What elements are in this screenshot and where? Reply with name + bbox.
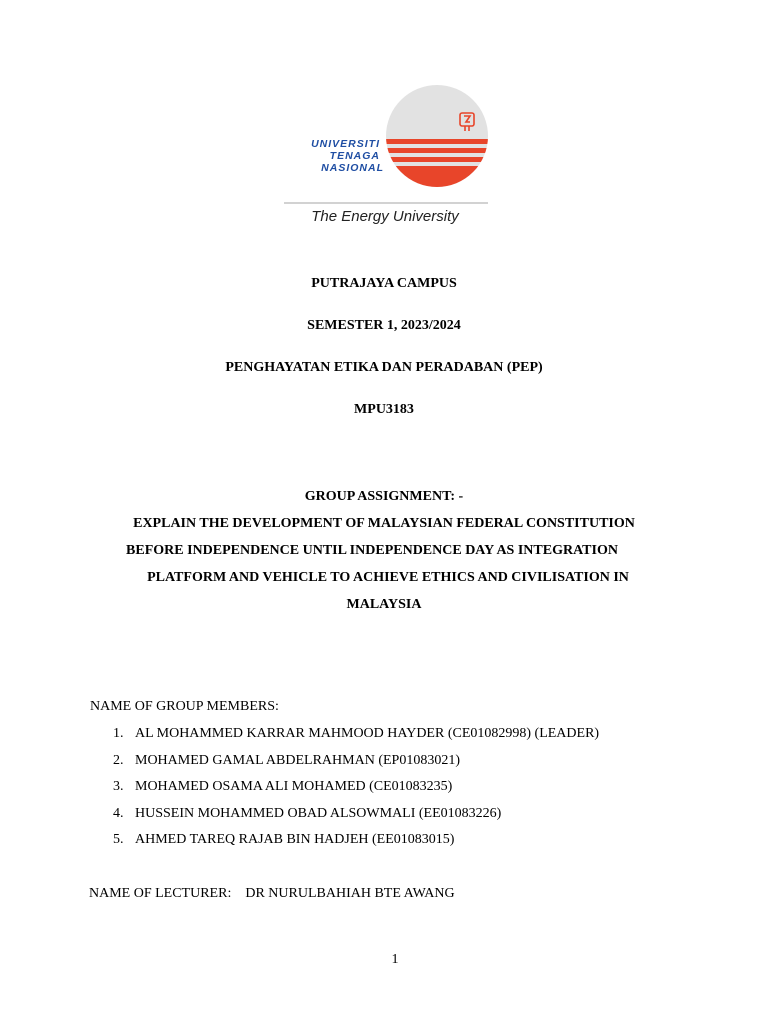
- assignment-block: [104, 483, 664, 618]
- list-item: [113, 777, 599, 804]
- university-logo: [282, 82, 492, 232]
- assignment-title-line: BEFORE INDEPENDENCE UNTIL INDEPENDENCE DAY AS INTEGRATION: [126, 543, 618, 558]
- assignment-label: GROUP ASSIGNMENT: -: [304, 489, 464, 504]
- page-number: 1: [391, 952, 399, 967]
- campus-heading: PUTRAJAYA CAMPUS: [311, 276, 457, 291]
- member-name: HUSSEIN MOHAMMED OBAD ALSOWMALI (EE01083226): [135, 805, 502, 821]
- logo-word-nasional: NASIONAL: [321, 162, 384, 174]
- list-item-number: 1.: [113, 726, 124, 741]
- member-name: AL MOHAMMED KARRAR MAHMOOD HAYDER (CE01082998) (LEADER): [135, 726, 600, 741]
- lecturer-name: DR NURULBAHIAH BTE AWANG: [245, 886, 455, 901]
- list-item-number: 2.: [113, 752, 124, 768]
- logo-word-universiti: UNIVERSITI: [311, 138, 380, 150]
- assignment-title-line: EXPLAIN THE DEVELOPMENT OF MALAYSIAN FEDERAL CONSTITUTION: [133, 516, 635, 531]
- members-list: [113, 724, 599, 857]
- members-label: NAME OF GROUP MEMBERS:: [90, 699, 279, 714]
- course-code: MPU3183: [354, 402, 414, 417]
- logo-tagline: The Energy University: [311, 208, 459, 225]
- list-item: [113, 724, 599, 751]
- logo-word-tenaga: TENAGA: [329, 150, 380, 162]
- semester-heading: SEMESTER 1, 2023/2024: [307, 318, 461, 333]
- member-name: MOHAMED GAMAL ABDELRAHMAN (EP01083021): [135, 752, 460, 768]
- member-name: AHMED TAREQ RAJAB BIN HADJEH (EE01083015): [135, 832, 455, 847]
- list-item-number: 3.: [113, 779, 124, 794]
- list-item-number: 5.: [113, 832, 124, 847]
- member-name: MOHAMED OSAMA ALI MOHAMED (CE01083235): [135, 779, 453, 794]
- assignment-title-line: MALAYSIA: [346, 597, 422, 612]
- lecturer-line: [89, 886, 455, 902]
- course-title: PENGHAYATAN ETIKA DAN PERADABAN (PEP): [225, 360, 543, 375]
- list-item: [113, 751, 599, 778]
- list-item: [113, 804, 599, 831]
- list-item: [113, 830, 599, 857]
- list-item-number: 4.: [113, 805, 124, 821]
- assignment-title-line: PLATFORM AND VEHICLE TO ACHIEVE ETHICS AND CIVILISATION IN: [147, 570, 629, 585]
- lecturer-label: NAME OF LECTURER:: [89, 886, 232, 901]
